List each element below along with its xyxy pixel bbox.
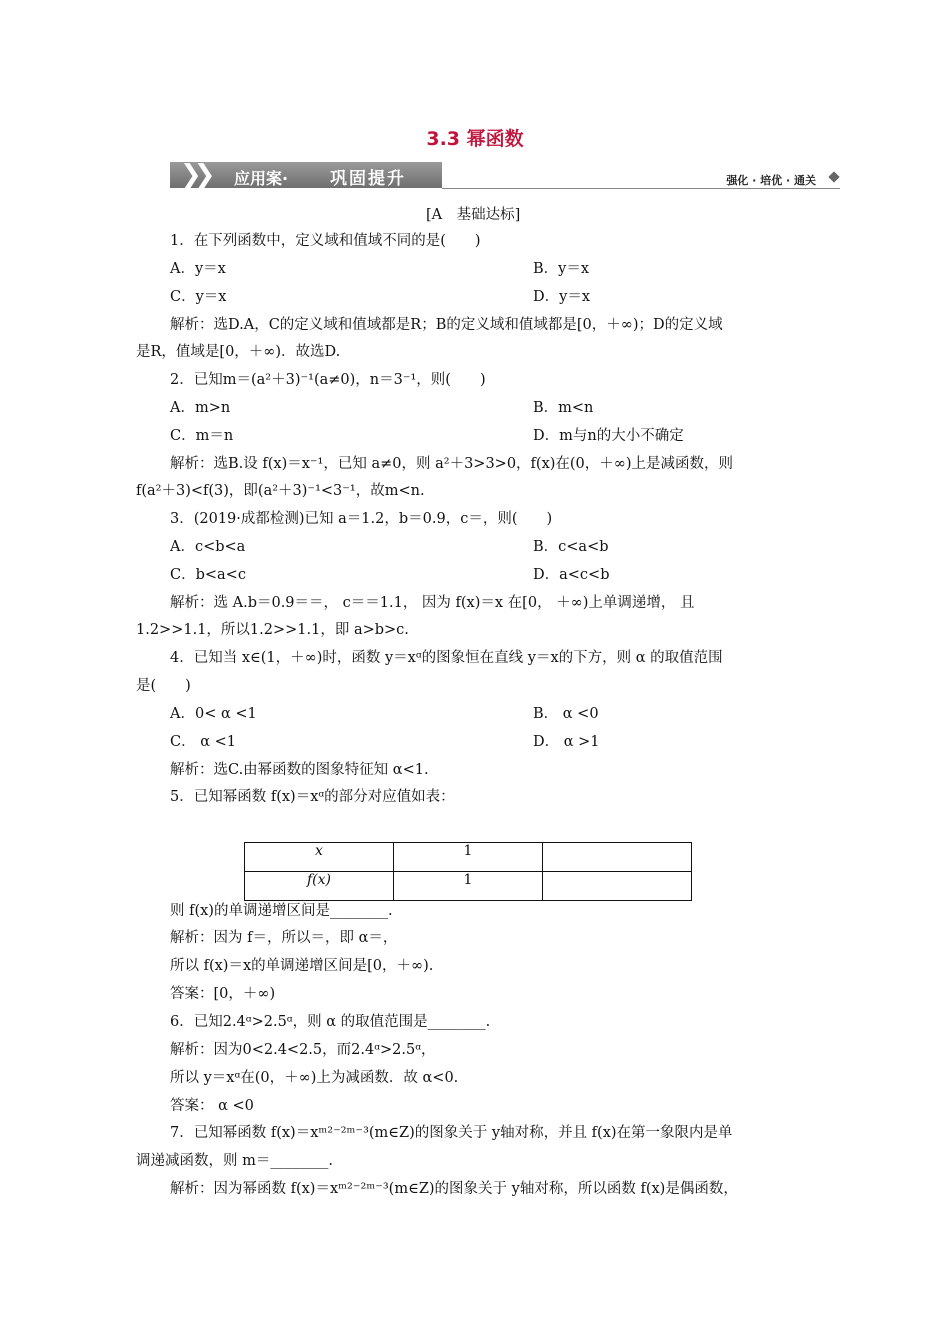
table-row — [245, 843, 692, 872]
banner-label-2: 巩固提升 — [330, 169, 406, 189]
q1-analysis-cont: 是R，值域是[0，＋∞)．故选D. — [136, 344, 341, 360]
section-banner — [170, 160, 840, 192]
q2-option-c: C．m＝n — [170, 428, 234, 444]
q1-option-c: C．y＝x — [170, 289, 227, 305]
q2-analysis-cont: f(a²＋3)<f(3)，即(a²＋3)⁻¹<3⁻¹，故m<n. — [136, 483, 425, 499]
q3-analysis: 解析：选 A.b＝0.9＝＝， c＝＝1.1， 因为 f(x)＝x 在[0， ＋∞)上单调递增， 且 — [170, 595, 695, 611]
q5-answer: 答案：[0，＋∞) — [170, 986, 276, 1002]
q3-option-a: A．c<b<a — [170, 539, 246, 555]
q1-option-d: D．y＝x — [533, 289, 590, 305]
q3-option-b: B．c<a<b — [533, 539, 609, 555]
diamond-icon — [828, 171, 839, 182]
q6-answer: 答案： α <0 — [170, 1098, 254, 1114]
q5-analysis: 解析：因为 f＝，所以＝，即 α＝， — [170, 930, 398, 946]
q1-analysis: 解析：选D.A，C的定义域和值域都是R；B的定义域和值域都是[0，＋∞)；D的定义域 — [170, 317, 723, 333]
q1-option-b: B．y＝x — [533, 261, 590, 277]
question-4-cont: 是( ) — [136, 678, 191, 694]
table-cell: x — [245, 843, 394, 872]
q1-option-a: A．y＝x — [170, 261, 226, 277]
question-7-cont: 调递减函数，则 m＝________. — [136, 1153, 333, 1169]
q3-option-c: C．b<a<c — [170, 567, 246, 583]
q4-option-d: D． α >1 — [533, 734, 600, 750]
table-cell — [543, 872, 692, 901]
table-cell — [543, 843, 692, 872]
question-7: 7．已知幂函数 f(x)＝xᵐ²⁻²ᵐ⁻³(m∈Z)的图象关于 y轴对称，并且 f(x)在第一象限内是单 — [170, 1125, 733, 1141]
q6-analysis: 解析：因为0<2.4<2.5，而2.4ᵅ>2.5ᵅ， — [170, 1042, 436, 1058]
q4-option-a: A．0< α <1 — [170, 706, 257, 722]
page-title: 3.3 幂函数 — [426, 128, 524, 150]
question-2: 2．已知m＝(a²＋3)⁻¹(a≠0)，n＝3⁻¹，则( ) — [170, 372, 486, 388]
banner-label: 应用案· — [234, 169, 289, 188]
value-table — [244, 842, 692, 901]
q6-analysis-cont: 所以 y＝xᵅ在(0，＋∞)上为减函数．故 α<0. — [170, 1070, 459, 1086]
question-1: 1．在下列函数中，定义域和值域不同的是( ) — [170, 233, 481, 249]
question-5-cont: 则 f(x)的单调递增区间是________. — [170, 903, 393, 919]
q2-option-b: B．m<n — [533, 400, 594, 416]
question-5: 5．已知幂函数 f(x)＝xᵅ的部分对应值如表： — [170, 789, 455, 805]
banner-divider — [442, 188, 840, 189]
q4-analysis: 解析：选C.由幂函数的图象特征知 α<1. — [170, 762, 429, 778]
table-row — [245, 872, 692, 901]
q3-option-d: D．a<c<b — [533, 567, 610, 583]
q5-analysis-cont: 所以 f(x)＝x的单调递增区间是[0，＋∞). — [170, 958, 434, 974]
question-4: 4．已知当 x∈(1，＋∞)时，函数 y＝xᵅ的图象恒在直线 y＝x的下方，则 α 的取值范围 — [170, 650, 723, 666]
q7-analysis: 解析：因为幂函数 f(x)＝xᵐ²⁻²ᵐ⁻³(m∈Z)的图象关于 y轴对称，所以函数 f(x)是偶函数， — [170, 1181, 738, 1197]
table-cell: 1 — [394, 872, 543, 901]
q4-option-b: B． α <0 — [533, 706, 599, 722]
question-6: 6．已知2.4ᵅ>2.5ᵅ，则 α 的取值范围是________. — [170, 1014, 491, 1030]
table-cell: f(x) — [245, 872, 394, 901]
q2-option-d: D．m与n的大小不确定 — [533, 428, 684, 444]
q3-analysis-cont: 1.2>>1.1，所以1.2>>1.1，即 a>b>c. — [136, 622, 409, 638]
q4-option-c: C． α <1 — [170, 734, 236, 750]
section-heading: [A 基础达标] — [426, 207, 521, 223]
chevron-right-icon: ❯❯ — [180, 160, 208, 190]
q2-analysis: 解析：选B.设 f(x)＝x⁻¹，已知 a≠0，则 a²＋3>3>0，f(x)在(0，＋∞)上是减函数，则 — [170, 456, 734, 472]
banner-right-label: 强化 · 培优 · 通关 — [726, 174, 816, 187]
q2-option-a: A．m>n — [170, 400, 231, 416]
question-3: 3．(2019·成都检测)已知 a＝1.2，b＝0.9，c＝，则( ) — [170, 511, 553, 527]
table-cell: 1 — [394, 843, 543, 872]
